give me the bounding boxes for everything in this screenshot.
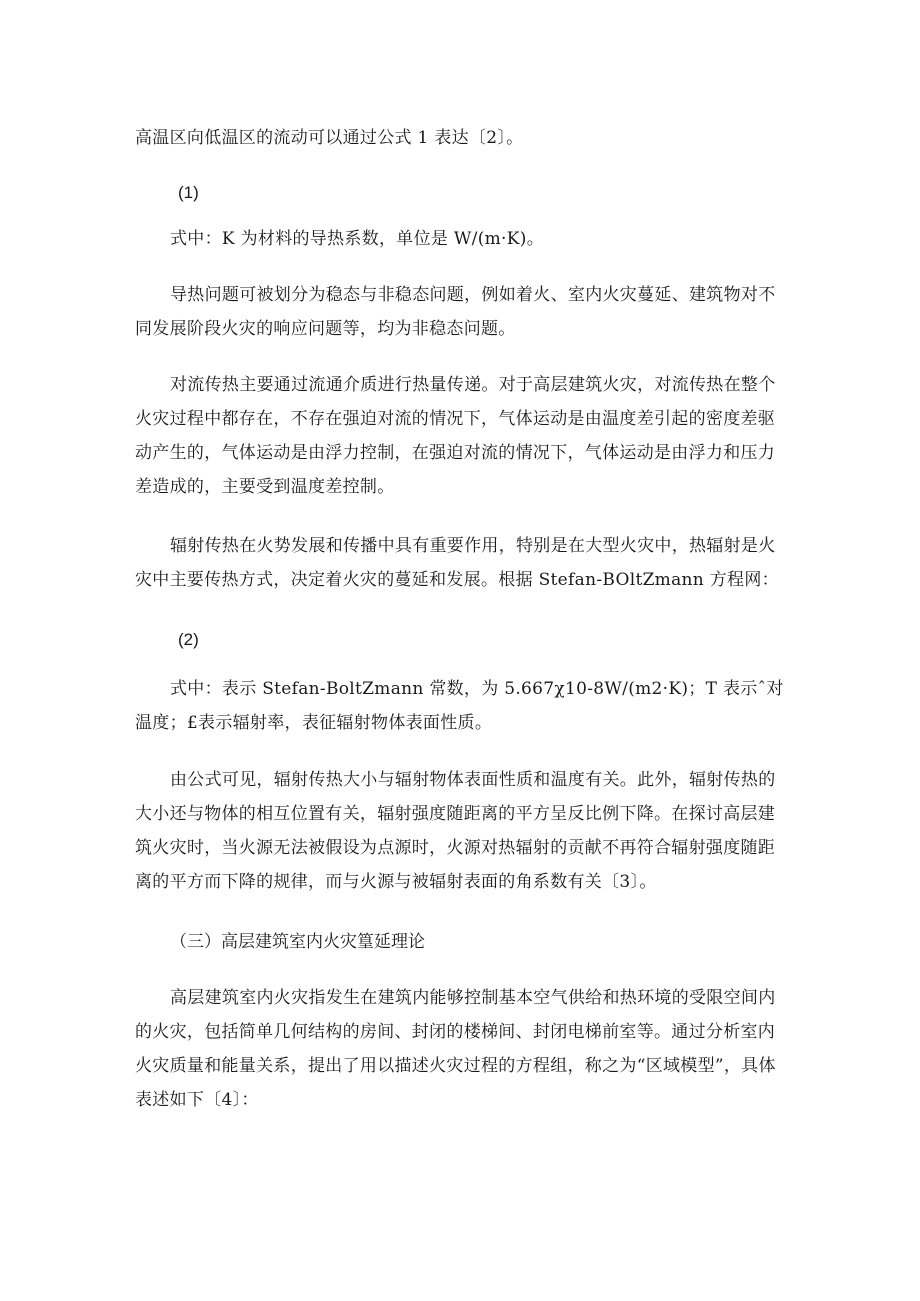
paragraph-convection: 对流传热主要通过流通介质进行热量传递。对于高层建筑火灾，对流传热在整个火灾过程中都存在，不存在强迫对流的情况下，气体运动是由温度差引起的密度差驱动产生的，气体运动是由浮力控制，在强迫对流的情况下，气体运动是由浮力和压力差造成的，主要受到温度差控制。: [135, 375, 776, 497]
paragraph-heat-conduction-intro: 高温区向低温区的流动可以通过公式 1 表达〔2〕。: [135, 128, 524, 148]
paragraph-radiation-intro: 辐射传热在火势发展和传播中具有重要作用，特别是在大型火灾中，热辐射是火灾中主要传热方式，决定着火灾的蔓延和发展。根据 Stefan-BOltZmann 方程网：: [135, 536, 779, 590]
paragraph-stefan-boltzmann-terms: 式中：表示 Stefan-BoltZmann 常数，为 5.667χ10-8W/(m2·K)；T 表示ˆ对温度；£表示辐射率，表征辐射物体表面性质。: [135, 679, 784, 733]
paragraph-conductivity-definition: 式中：K 为材料的导热系数，单位是 W/(m·K)。: [170, 229, 544, 249]
paragraph-steady-unsteady: 导热问题可被划分为稳态与非稳态问题，例如着火、室内火灾蔓延、建筑物对不同发展阶段火灾的响应问题等，均为非稳态问题。: [135, 285, 776, 339]
equation-number-1: (1): [178, 183, 199, 202]
equation-number-2: (2): [178, 630, 199, 649]
paragraph-compartment-fire: 高层建筑室内火灾指发生在建筑内能够控制基本空气供给和热环境的受限空间内的火灾，包括简单几何结构的房间、封闭的楼梯间、封闭电梯前室等。通过分析室内火灾质量和能量关系，提出了用以描述火灾过程的方程组，称之为“区域模型”，具体表述如下〔4〕：: [135, 988, 776, 1110]
section-heading: （三）高层建筑室内火灾篁延理论: [170, 932, 425, 952]
paragraph-radiation-factors: 由公式可见，辐射传热大小与辐射物体表面性质和温度有关。此外，辐射传热的大小还与物体的相互位置有关，辐射强度随距离的平方呈反比例下降。在探讨高层建筑火灾时，当火源无法被假设为点源时，火源对热辐射的贡献不再符合辐射强度随距离的平方而下降的规律，而与火源与被辐射表面的角系数有关〔3〕。: [135, 770, 776, 892]
